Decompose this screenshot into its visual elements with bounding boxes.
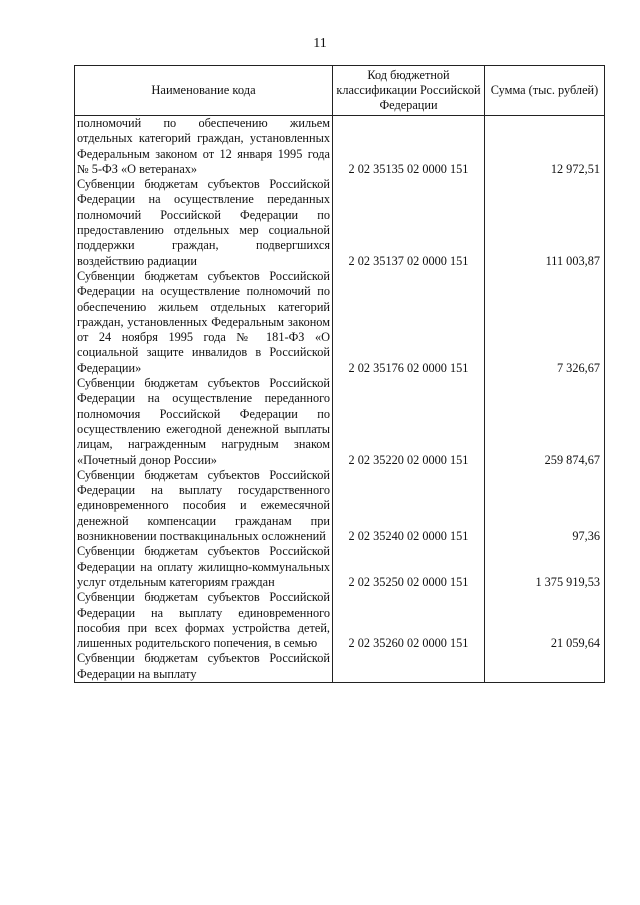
header-name: Наименование кода [75,66,333,116]
row-code: 2 02 35240 02 0000 151 [333,468,485,544]
row-name: Субвенции бюджетам субъектов Российской Федерации на выплату [75,651,333,682]
table-row [75,269,605,376]
table-row [75,651,605,682]
row-code: 2 02 35260 02 0000 151 [333,590,485,651]
table-row [75,590,605,651]
row-amount: 21 059,64 [485,590,605,651]
row-name: Субвенции бюджетам субъектов Российской Федерации на оплату жилищно-коммунальных услуг отдельным категориям граждан [75,544,333,590]
row-name: Субвенции бюджетам субъектов Российской Федерации на осуществление переданных полномочий Российской Федерации по предоставлению отдельных мер социальной поддержки граждан, подвергшихся воздействию радиации [75,177,333,269]
row-amount: 259 874,67 [485,376,605,468]
table-row [75,468,605,544]
budget-classification-table [74,65,605,683]
row-name: Субвенции бюджетам субъектов Российской Федерации на осуществление полномочий по обеспечению жильем отдельных категорий граждан, установленных Федеральным законом от 24 ноября 1995 года № 181-ФЗ «О социальной защите инвалидов в Российской Федерации» [75,269,333,376]
row-name: Субвенции бюджетам субъектов Российской Федерации на выплату единовременного пособия при всех формах устройства детей, лишенных родительского попечения, в семью [75,590,333,651]
row-code: 2 02 35176 02 0000 151 [333,269,485,376]
header-amount: Сумма (тыс. рублей) [485,66,605,116]
table-row [75,544,605,590]
row-code: 2 02 35220 02 0000 151 [333,376,485,468]
row-code: 2 02 35135 02 0000 151 [333,116,485,178]
table-header-row [75,66,605,116]
page-number: 11 [313,36,327,51]
row-name: Субвенции бюджетам субъектов Российской Федерации на выплату государственного единовременного пособия и ежемесячной денежной компенсации гражданам при возникновении поствакцинальных осложнений [75,468,333,544]
row-amount: 1 375 919,53 [485,544,605,590]
row-amount: 7 326,67 [485,269,605,376]
table-row [75,376,605,468]
row-code [333,651,485,682]
table-row [75,177,605,269]
row-amount [485,651,605,682]
row-name: Субвенции бюджетам субъектов Российской Федерации на осуществление переданного полномочия Российской Федерации по осуществлению ежегодной денежной выплаты лицам, награжденным нагрудным знаком «Почетный донор России» [75,376,333,468]
row-name: полномочий по обеспечению жильем отдельных категорий граждан, установленных Федеральным законом от 12 января 1995 года № 5-ФЗ «О ветеранах» [75,116,333,178]
header-code: Код бюджетной классификации Российской Федерации [333,66,485,116]
row-code: 2 02 35250 02 0000 151 [333,544,485,590]
row-code: 2 02 35137 02 0000 151 [333,177,485,269]
row-amount: 111 003,87 [485,177,605,269]
table-row [75,116,605,178]
row-amount: 12 972,51 [485,116,605,178]
row-amount: 97,36 [485,468,605,544]
